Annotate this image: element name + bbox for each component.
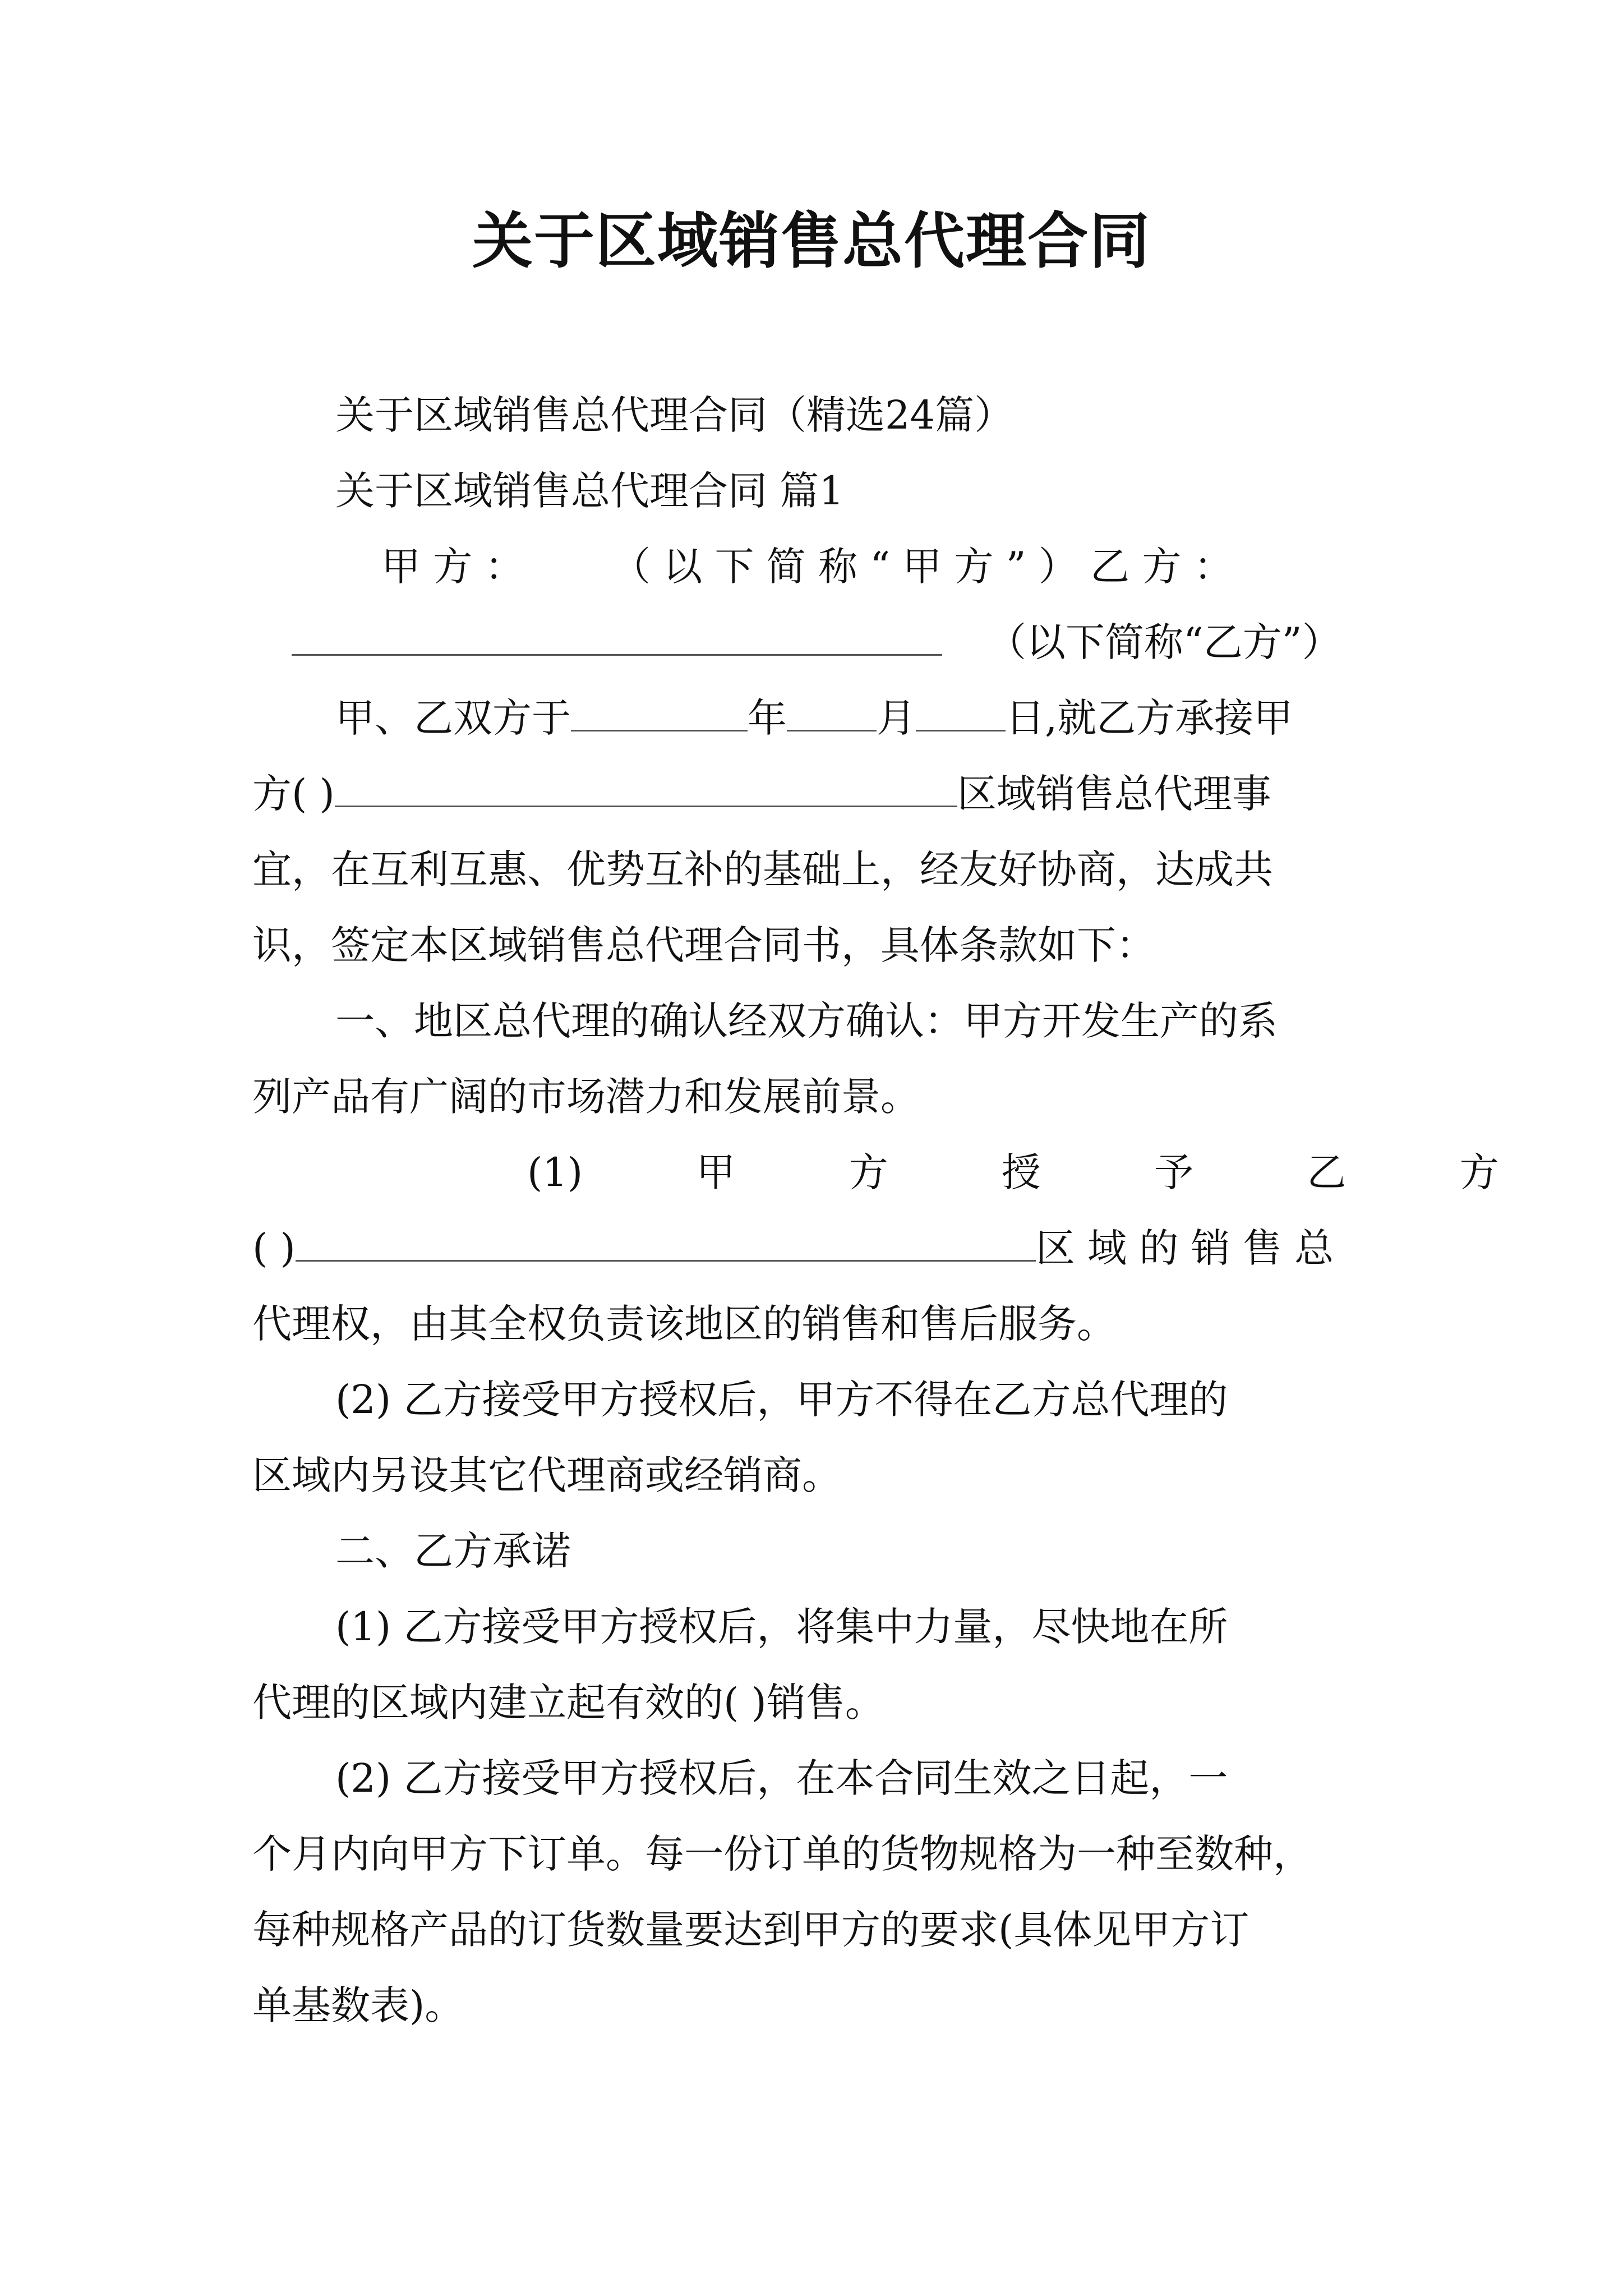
party-b-blank xyxy=(292,615,942,656)
clause-1-1-heading: (1) 甲 方 授 予 乙 方 xyxy=(527,1149,1499,1195)
month-blank xyxy=(787,691,877,731)
region-blank-1 xyxy=(335,766,957,807)
section-two-heading: 二、乙方承诺 xyxy=(335,1528,571,1574)
paragraph-line: 单基数表)。 xyxy=(252,1982,464,2028)
party-b-line xyxy=(292,614,942,670)
region-open: 方( ) xyxy=(252,771,335,817)
paragraph-line: 个月内向甲方下订单。每一份订单的货物规格为一种至数种， xyxy=(252,1831,1312,1877)
paragraph-line: 代理的区域内建立起有效的( )销售。 xyxy=(252,1680,884,1726)
region-line-1 xyxy=(252,766,1271,822)
region-open-2: ( ) xyxy=(252,1225,296,1271)
date-prefix: 甲、乙双方于 xyxy=(335,695,571,741)
party-b-intro: （ 以 下 简 称 “ 甲 方 ” ） 乙 方 ： xyxy=(611,544,1233,590)
day-blank xyxy=(916,691,1006,731)
paragraph-line: 每种规格产品的订货数量要达到甲方的要求(具体见甲方订 xyxy=(252,1907,1249,1953)
paragraph-line: 识，签定本区域销售总代理合同书，具体条款如下： xyxy=(252,922,1155,968)
region-suffix-2: 区 域 的 销 售 总 xyxy=(1035,1225,1334,1271)
subtitle-part: 关于区域销售总代理合同 篇1 xyxy=(335,468,844,514)
region-blank-2 xyxy=(296,1221,1036,1262)
year-blank xyxy=(571,691,748,731)
year-label: 年 xyxy=(748,695,787,741)
clause-2-2: (2) 乙方接受甲方授权后，在本合同生效之日起，一 xyxy=(335,1755,1228,1801)
document-title: 关于区域销售总代理合同 xyxy=(472,206,1151,277)
party-b-alias: （以下简称“乙方”） xyxy=(987,619,1341,665)
paragraph-line: 列产品有广阔的市场潜力和发展前景。 xyxy=(252,1074,920,1120)
clause-1-2: (2) 乙方接受甲方授权后，甲方不得在乙方总代理的 xyxy=(335,1377,1228,1423)
subtitle-collection: 关于区域销售总代理合同（精选24篇） xyxy=(335,392,1014,438)
region-line-2 xyxy=(252,1220,1334,1276)
month-label: 月 xyxy=(877,695,916,741)
day-label: 日,就乙方承接甲 xyxy=(1006,695,1293,741)
section-one-heading: 一、地区总代理的确认经双方确认：甲方开发生产的系 xyxy=(335,998,1278,1044)
paragraph-line: 区域内另设其它代理商或经销商。 xyxy=(252,1452,841,1498)
clause-2-1: (1) 乙方接受甲方授权后，将集中力量，尽快地在所 xyxy=(335,1604,1228,1650)
date-line xyxy=(335,690,1293,746)
paragraph-line: 代理权，由其全权负责该地区的销售和售后服务。 xyxy=(252,1301,1116,1347)
party-a-label: 甲 方 ： xyxy=(381,544,524,590)
paragraph-line: 宜，在互利互惠、优势互补的基础上，经友好协商，达成共 xyxy=(252,846,1273,892)
region-suffix-1: 区域销售总代理事 xyxy=(957,771,1271,817)
